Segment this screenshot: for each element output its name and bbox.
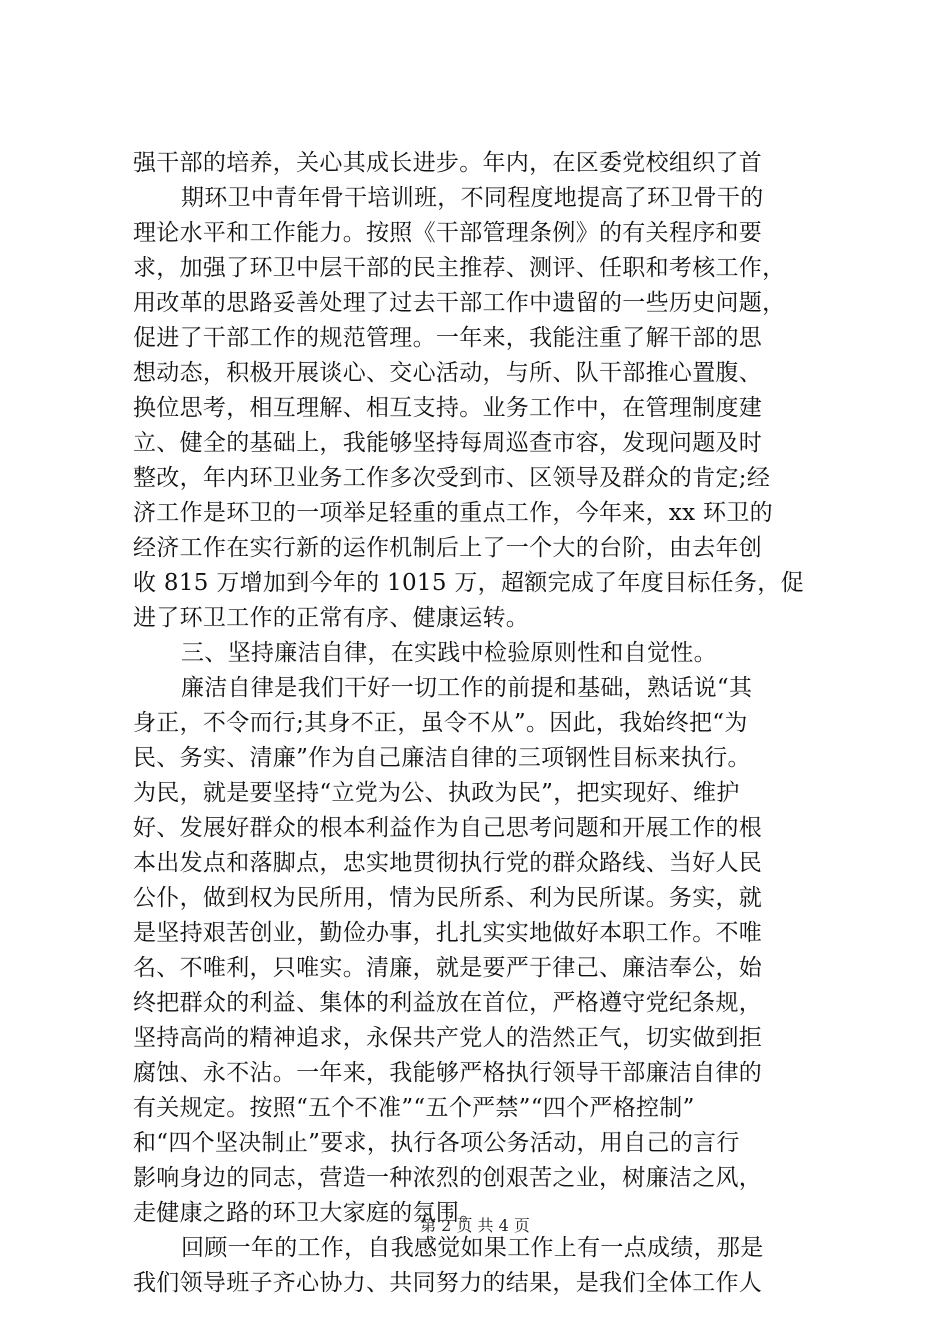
text-line: 想动态，积极开展谈心、交心活动，与所、队干部推心置腹、 — [133, 360, 763, 386]
text-line: 本出发点和落脚点，忠实地贯彻执行党的群众路线、当好人民 — [133, 850, 763, 876]
text-line: 立、健全的基础上，我能够坚持每周巡查市容，发现问题及时 — [133, 430, 763, 456]
text-line: 换位思考，相互理解、相互支持。业务工作中，在管理制度建 — [133, 395, 763, 421]
text-line: 廉洁自律是我们干好一切工作的前提和基础，熟话说“其 — [181, 675, 753, 701]
text-line: 求，加强了环卫中层干部的民主推荐、测评、任职和考核工作， — [133, 255, 786, 281]
text-line: 坚持高尚的精神追求，永保共产党人的浩然正气，切实做到拒 — [133, 1025, 763, 1051]
text-line: 期环卫中青年骨干培训班，不同程度地提高了环卫骨干的 — [181, 185, 764, 211]
text-line: 进了环卫工作的正常有序、健康运转。 — [133, 605, 530, 631]
text-line: 强干部的培养，关心其成长进步。年内，在区委党校组织了首 — [133, 150, 763, 176]
document-body — [133, 146, 833, 1301]
text-line: 影响身边的同志，营造一种浓烈的创艰苦之业，树廉洁之风， — [133, 1165, 763, 1191]
text-line: 好、发展好群众的根本利益作为自己思考问题和开展工作的根 — [133, 815, 763, 841]
text-line: 公仆，做到权为民所用，情为民所系、利为民所谋。务实，就 — [133, 885, 763, 911]
text-line: 是坚持艰苦创业，勤俭办事，扎扎实实地做好本职工作。不唯 — [133, 920, 763, 946]
text-line: 走健康之路的环卫大家庭的氛围。 — [133, 1200, 483, 1226]
text-line: 理论水平和工作能力。按照《干部管理条例》的有关程序和要 — [133, 220, 763, 246]
text-line: 腐蚀、永不沾。一年来，我能够严格执行领导干部廉洁自律的 — [133, 1060, 763, 1086]
text-line: 为民，就是要坚持“立党为公、执政为民”，把实现好、维护 — [133, 780, 740, 806]
text-line: 名、不唯利，只唯实。清廉，就是要严于律己、廉洁奉公，始 — [133, 955, 763, 981]
text-line: 我们领导班子齐心协力、共同努力的结果，是我们全体工作人 — [133, 1270, 763, 1296]
text-line: 民、务实、清廉”作为自己廉洁自律的三项钢性目标来执行。 — [133, 745, 751, 771]
text-line: 收 815 万增加到今年的 1015 万，超额完成了年度目标任务，促 — [133, 570, 804, 596]
text-line: 身正，不令而行;其身不正，虽令不从”。因此，我始终把“为 — [133, 710, 748, 736]
text-line: 回顾一年的工作，自我感觉如果工作上有一点成绩，那是 — [181, 1235, 764, 1261]
text-line: 三、坚持廉洁自律，在实践中检验原则性和自觉性。 — [181, 640, 717, 666]
text-line: 济工作是环卫的一项举足轻重的重点工作，今年来，xx 环卫的 — [133, 500, 773, 526]
page-footer: 第 2 页 共 4 页 — [420, 1216, 530, 1235]
text-line: 用改革的思路妥善处理了过去干部工作中遗留的一些历史问题， — [133, 290, 786, 316]
text-line: 终把群众的利益、集体的利益放在首位，严格遵守党纪条规， — [133, 990, 763, 1016]
text-line: 促进了干部工作的规范管理。一年来，我能注重了解干部的思 — [133, 325, 763, 351]
text-line: 整改，年内环卫业务工作多次受到市、区领导及群众的肯定;经 — [133, 465, 771, 491]
text-line: 和“四个坚决制止”要求，执行各项公务活动，用自己的言行 — [133, 1130, 740, 1156]
text-line: 经济工作在实行新的运作机制后上了一个大的台阶，由去年创 — [133, 535, 763, 561]
text-line: 有关规定。按照“五个不准”“五个严禁”“四个严格控制” — [133, 1095, 695, 1121]
